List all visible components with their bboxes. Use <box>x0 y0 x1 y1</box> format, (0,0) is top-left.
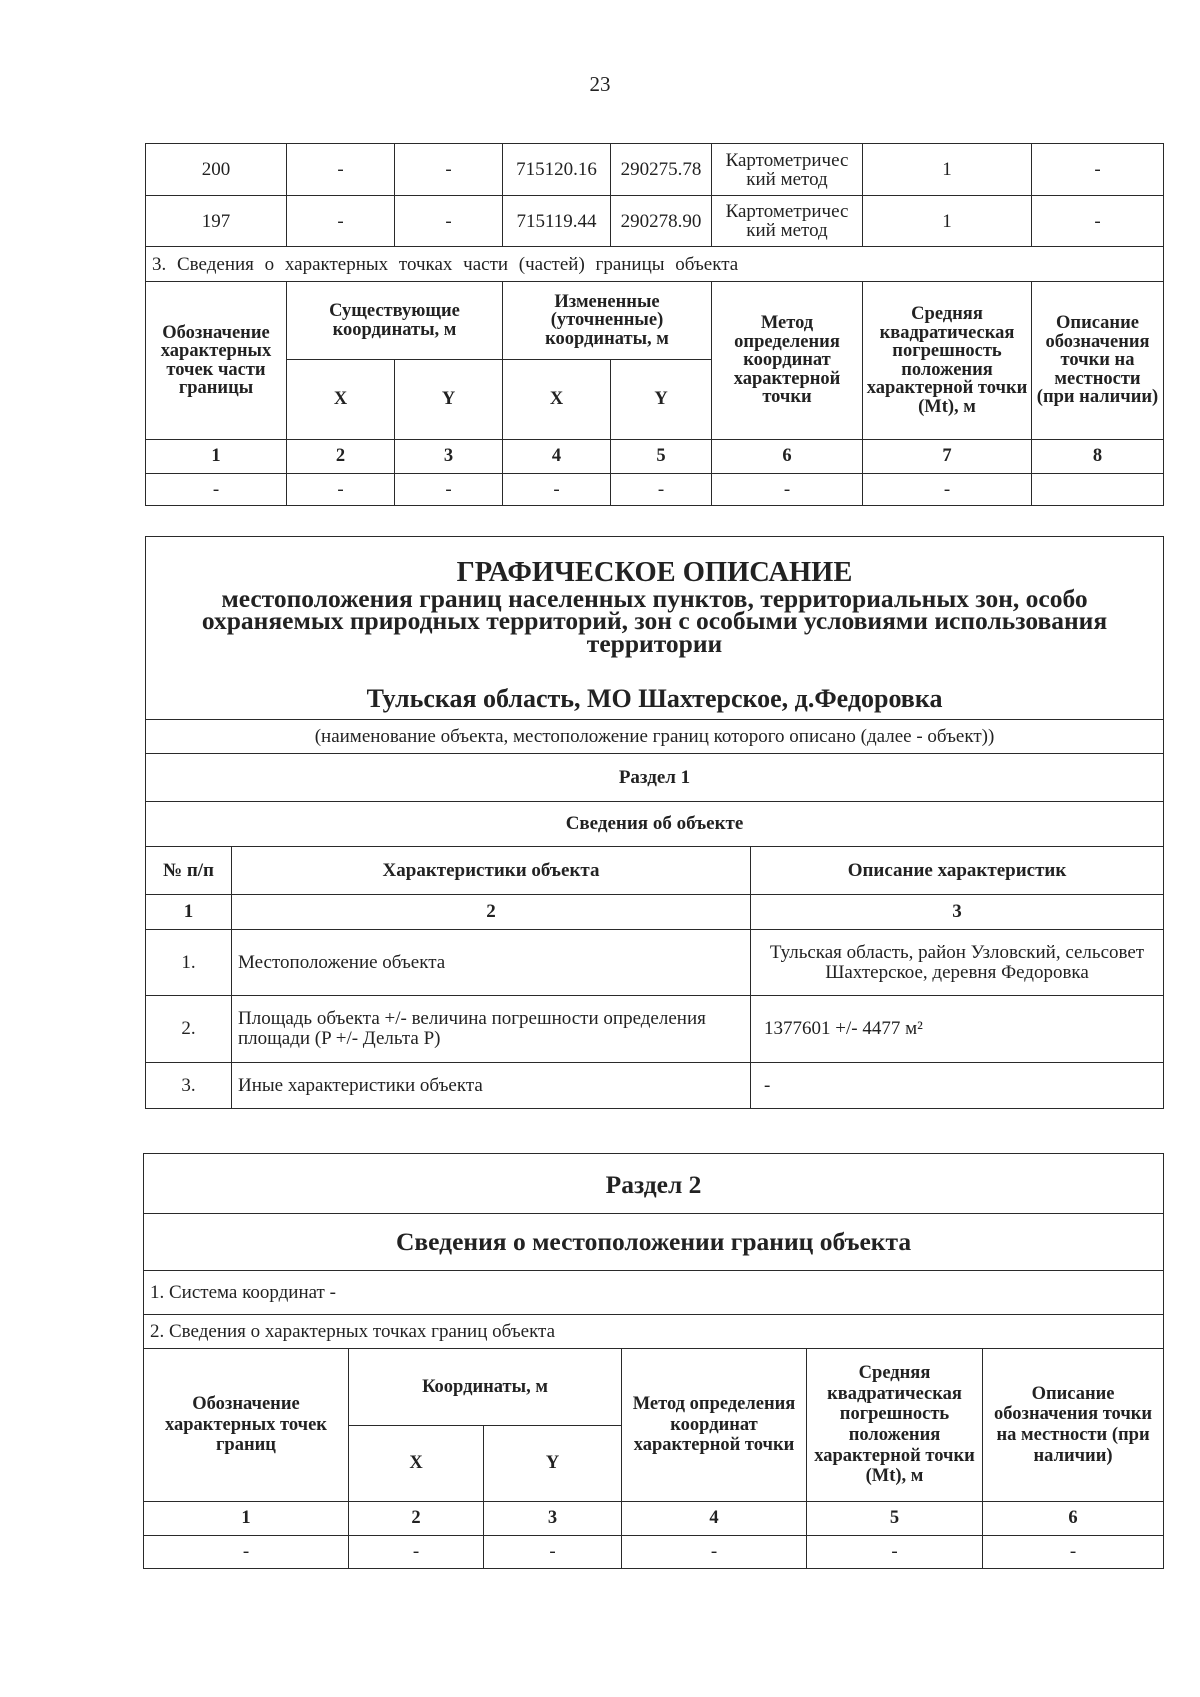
col-number: 1 <box>144 1502 349 1536</box>
table-row <box>146 144 1164 196</box>
col-number: 3 <box>395 440 503 474</box>
col-number: 6 <box>983 1502 1164 1536</box>
row-number: 3. <box>146 1063 232 1109</box>
col-number: 5 <box>807 1502 983 1536</box>
cell: - <box>983 1536 1164 1569</box>
document-title: ГРАФИЧЕСКОЕ ОПИСАНИЕ <box>456 557 853 588</box>
col-number: 2 <box>232 895 751 930</box>
header-coords: Координаты, м <box>349 1349 622 1426</box>
cell: - <box>1032 196 1164 247</box>
cell: 1 <box>863 144 1032 196</box>
header-changed: Измененные (уточненные) координаты, м <box>503 282 712 360</box>
characteristic-value: 1377601 +/- 4477 м² <box>751 996 1164 1063</box>
cell: - <box>287 196 395 247</box>
cell: 1 <box>863 196 1032 247</box>
table-row <box>146 474 1164 506</box>
row-number: 2. <box>146 996 232 1063</box>
table-row <box>146 1063 1164 1109</box>
section2-table <box>143 1153 1164 1569</box>
col-number: 4 <box>503 440 611 474</box>
cell: 290275.78 <box>611 144 712 196</box>
points-label: 2. Сведения о характерных точках границ объекта <box>144 1315 1164 1349</box>
column-numbers <box>146 440 1164 474</box>
document-subtitle: местоположения границ населенных пунктов, территориальных зон, особо охраняемых природных территорий, зон с особыми условиями использования территории <box>201 583 1108 659</box>
row-number: 1. <box>146 930 232 996</box>
title-block <box>146 537 1164 720</box>
col-number: 2 <box>287 440 395 474</box>
header-method: Метод определения координат характерной точки <box>712 282 863 440</box>
column-numbers <box>144 1502 1164 1536</box>
header-number: № п/п <box>146 847 232 895</box>
cell: - <box>484 1536 622 1569</box>
characteristic-name: Иные характеристики объекта <box>232 1063 751 1109</box>
col-number: 1 <box>146 895 232 930</box>
section2-title: Раздел 2 <box>144 1154 1164 1214</box>
col-number: 3 <box>751 895 1164 930</box>
cell: Картометричес кий метод <box>712 196 863 247</box>
header-x: X <box>349 1426 484 1502</box>
column-numbers <box>146 895 1164 930</box>
header-desc: Описание обозначения точки на местности (при наличии) <box>1032 282 1164 440</box>
characteristic-value: - <box>751 1063 1164 1109</box>
header-x: X <box>503 360 611 440</box>
cell: Картометричес кий метод <box>712 144 863 196</box>
cell: - <box>622 1536 807 1569</box>
col-number: 6 <box>712 440 863 474</box>
cell: 715119.44 <box>503 196 611 247</box>
cell: - <box>395 196 503 247</box>
header-x: X <box>287 360 395 440</box>
header-y: Y <box>611 360 712 440</box>
characteristic-name: Местоположение объекта <box>232 930 751 996</box>
header-designation: Обозначение характерных точек части границы <box>146 282 287 440</box>
boundary-points-table <box>145 143 1164 506</box>
cell: - <box>146 474 287 506</box>
header-y: Y <box>484 1426 622 1502</box>
table-row <box>146 930 1164 996</box>
cell: - <box>287 144 395 196</box>
coordinate-system: 1. Система координат - <box>144 1271 1164 1315</box>
section1-title: Раздел 1 <box>146 754 1164 802</box>
section2-subtitle: Сведения о местоположении границ объекта <box>144 1214 1164 1271</box>
col-number: 4 <box>622 1502 807 1536</box>
col-number: 3 <box>484 1502 622 1536</box>
cell: - <box>395 144 503 196</box>
header-description: Описание характеристик <box>751 847 1164 895</box>
cell: - <box>863 474 1032 506</box>
section3-label: 3. Сведения о характерных точках части (частей) границы объекта <box>146 247 1164 282</box>
cell: 290278.90 <box>611 196 712 247</box>
point-id: 197 <box>146 196 287 247</box>
header-existing: Существующие координаты, м <box>287 282 503 360</box>
header-mt: Средняя квадратическая погрешность положения характерной точки (Mt), м <box>863 282 1032 440</box>
col-number: 7 <box>863 440 1032 474</box>
cell <box>1032 474 1164 506</box>
header-designation: Обозначение характерных точек границ <box>144 1349 349 1502</box>
table-row <box>146 196 1164 247</box>
page-number: 23 <box>589 72 611 96</box>
cell: - <box>1032 144 1164 196</box>
table-row <box>144 1536 1164 1569</box>
header-mt: Средняя квадратическая погрешность положения характерной точки (Mt), м <box>807 1349 983 1502</box>
cell: - <box>712 474 863 506</box>
col-number: 2 <box>349 1502 484 1536</box>
cell: 715120.16 <box>503 144 611 196</box>
cell: - <box>395 474 503 506</box>
cell: - <box>503 474 611 506</box>
characteristic-value: Тульская область, район Узловский, сельсовет Шахтерское, деревня Федоровка <box>751 930 1164 996</box>
col-number: 5 <box>611 440 712 474</box>
point-id: 200 <box>146 144 287 196</box>
cell: - <box>611 474 712 506</box>
cell: - <box>807 1536 983 1569</box>
header-y: Y <box>395 360 503 440</box>
cell: - <box>144 1536 349 1569</box>
graphic-description-table <box>145 536 1164 1109</box>
col-number: 8 <box>1032 440 1164 474</box>
cell: - <box>349 1536 484 1569</box>
characteristic-name: Площадь объекта +/- величина погрешности определения площади (P +/- Дельта P) <box>232 996 751 1063</box>
header-characteristics: Характеристики объекта <box>232 847 751 895</box>
object-note: (наименование объекта, местоположение границ которого описано (далее - объект)) <box>146 720 1164 754</box>
object-region: Тульская область, МО Шахтерское, д.Федоровка <box>366 684 943 714</box>
section1-subtitle: Сведения об объекте <box>146 802 1164 847</box>
cell: - <box>287 474 395 506</box>
col-number: 1 <box>146 440 287 474</box>
header-method: Метод определения координат характерной точки <box>622 1349 807 1502</box>
table-row <box>146 996 1164 1063</box>
header-desc: Описание обозначения точки на местности (при наличии) <box>983 1349 1164 1502</box>
